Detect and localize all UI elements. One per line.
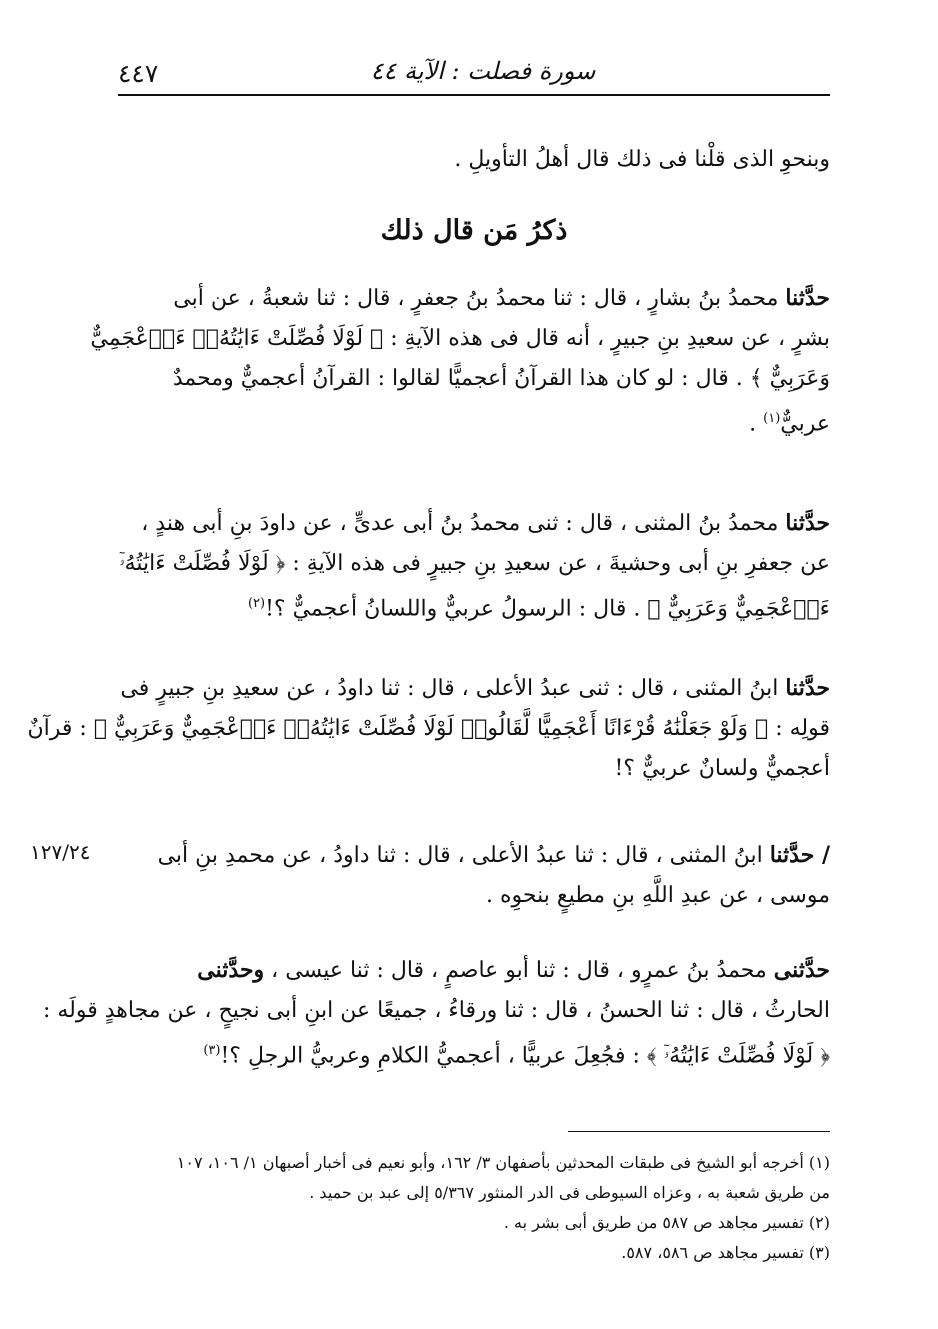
paragraph-line <box>42 991 830 1031</box>
isnad-lead: حدَّثنا <box>785 510 830 536</box>
footnote-marker: (٣) <box>203 1043 221 1058</box>
isnad-lead: حدَّثنى <box>773 957 830 983</box>
margin-reference: ١٢٧/٢٤ <box>30 840 91 864</box>
line-text: ءَا۬عْجَمِيٌّ وَعَرَبِيٌّ ﴾ . قال : الرسولُ عربيٌّ واللسانُ أعجميٌّ ؟! <box>265 596 830 622</box>
line-text: ﴿ لَوْلَا فُصِّلَتْ ءَايَٰتُهُۥٓ ﴾ : فجُعِلَ عربيًّا ، أعجميُّ الكلامِ وعربيُّ الرجلِ ؟! <box>220 1043 830 1069</box>
paragraph-line <box>118 399 830 444</box>
paragraph-line <box>118 278 830 319</box>
footnote-rule <box>568 1131 830 1132</box>
header-rule <box>118 94 830 96</box>
hadith-paragraph-3 <box>27 668 830 789</box>
paragraph-line <box>118 359 830 399</box>
closing-line: وبنحوِ الذى قلْنا فى ذلك قال أهلُ التأويلِ . <box>454 147 830 172</box>
line-text: الحارثُ ، قال : ثنا الحسنُ ، قال : ثنا ورقاءُ ، جميعًا عن ابنِ أبى نجيحٍ ، عن مجاهدٍ قولَه : <box>42 998 830 1023</box>
hadith-paragraph-1 <box>90 278 830 444</box>
line-text: عن جعفرِ بنِ أبى وحشيةَ ، عن سعيدِ بنِ جبيرٍ فى هذه الآيةِ : ﴿ لَوْلَا فُصِّلَتْ ءَايَٰتُهُۥٓ <box>119 551 830 576</box>
paragraph-line <box>118 544 830 584</box>
paragraph-line <box>118 584 830 629</box>
closing-paragraph <box>118 140 830 180</box>
isnad-lead: حدَّثنا <box>785 285 830 311</box>
running-title: سورة فصلت : الآية ٤٤ <box>370 57 596 85</box>
paragraph-line <box>118 1031 830 1076</box>
footnote-1: (١) أخرجه أبو الشيخ فى طبقات المحدثين بأصفهان ٣/ ١٦٢، وأبو نعيم فى أخبار أصبهان ١/ ١٠٦، ١٠٧ <box>176 1153 830 1172</box>
isnad-lead: / حدَّثنا <box>769 842 830 868</box>
footnote-3: (٣) تفسير مجاهد ص ٥٨٦، ٥٨٧. <box>621 1243 830 1262</box>
paragraph-line <box>90 319 830 359</box>
footnote-marker: (٢) <box>247 596 266 611</box>
line-text: عربيٌّ <box>780 411 830 437</box>
hadith-paragraph-4 <box>118 835 830 916</box>
hadith-paragraph-5 <box>42 950 830 1076</box>
line-text: أعجميٌّ ولسانٌ عربيٌّ ؟! <box>614 756 830 781</box>
paragraph-line <box>118 835 830 876</box>
line-text: محمدُ بنُ بشارٍ ، قال : ثنا محمدُ بنُ جعفرٍ ، قال : ثنا شعبةُ ، عن أبى <box>173 286 786 311</box>
footnotes <box>118 1148 830 1268</box>
footnote-2: (٢) تفسير مجاهد ص ٥٨٧ من طريق أبى بشر به . <box>503 1213 830 1232</box>
line-text: موسى ، عن عبدِ اللَّهِ بنِ مطيعٍ بنحوِه . <box>486 883 830 908</box>
isnad-lead-second: وحدَّثنى <box>197 957 265 983</box>
footnote-1-continued: من طريق شعبة به ، وعزاه السيوطى فى الدر المنثور ٥/٣٦٧ إلى عبد بن حميد . <box>309 1183 830 1202</box>
isnad-lead: حدَّثنا <box>785 675 830 701</box>
section-heading: ذكرُ مَن قال ذلك <box>380 215 568 246</box>
paragraph-line <box>118 950 830 991</box>
page-number: ٤٤٧ <box>118 59 159 88</box>
paragraph-line <box>118 749 830 789</box>
line-text: ابنُ المثنى ، قال : ثنا عبدُ الأعلى ، قال : ثنا داودُ ، عن محمدِ بنِ أبى <box>157 843 770 868</box>
hadith-paragraph-2 <box>118 503 830 629</box>
line-text: ابنُ المثنى ، قال : ثنى عبدُ الأعلى ، قال : ثنا داودُ ، عن سعيدِ بنِ جبيرٍ فى <box>120 676 786 701</box>
line-text: وَعَرَبِيٌّ ﴾ . قال : لو كان هذا القرآنُ أعجميًّا لقالوا : القرآنُ أعجميٌّ ومحمدٌ <box>172 366 830 391</box>
page-header <box>118 55 830 91</box>
line-tail: . <box>749 411 764 437</box>
line-text: محمدُ بنُ عمرٍو ، قال : ثنا أبو عاصمٍ ، قال : ثنا عيسى ، <box>264 958 774 983</box>
paragraph-line <box>118 668 830 709</box>
paragraph-line <box>27 709 830 749</box>
paragraph-line <box>118 876 830 916</box>
paragraph-line <box>118 503 830 544</box>
footnote-marker: (١) <box>763 411 781 426</box>
line-text: محمدُ بنُ المثنى ، قال : ثنى محمدُ بنُ أبى عدىٍّ ، عن داودَ بنِ أبى هندٍ ، <box>141 511 786 536</box>
line-text: بشرٍ ، عن سعيدِ بنِ جبيرٍ ، أنه قال فى هذه الآيةِ : ﴿ لَوْلَا فُصِّلَتْ ءَايَٰتُهُۥٓ ءَا۬عْجَمِيٌّ <box>90 326 830 351</box>
line-text: قولِه : ﴿ وَلَوْ جَعَلْنَٰهُ قُرْءَانًا أَعْجَمِيًّا لَّقَالُوا۟ لَوْلَا فُصِّلَتْ ءَايَٰتُهُۥٓ ءَا۬عْجَمِيٌّ وَعَرَبِيٌّ ﴾ : قرآنٌ <box>27 716 830 741</box>
